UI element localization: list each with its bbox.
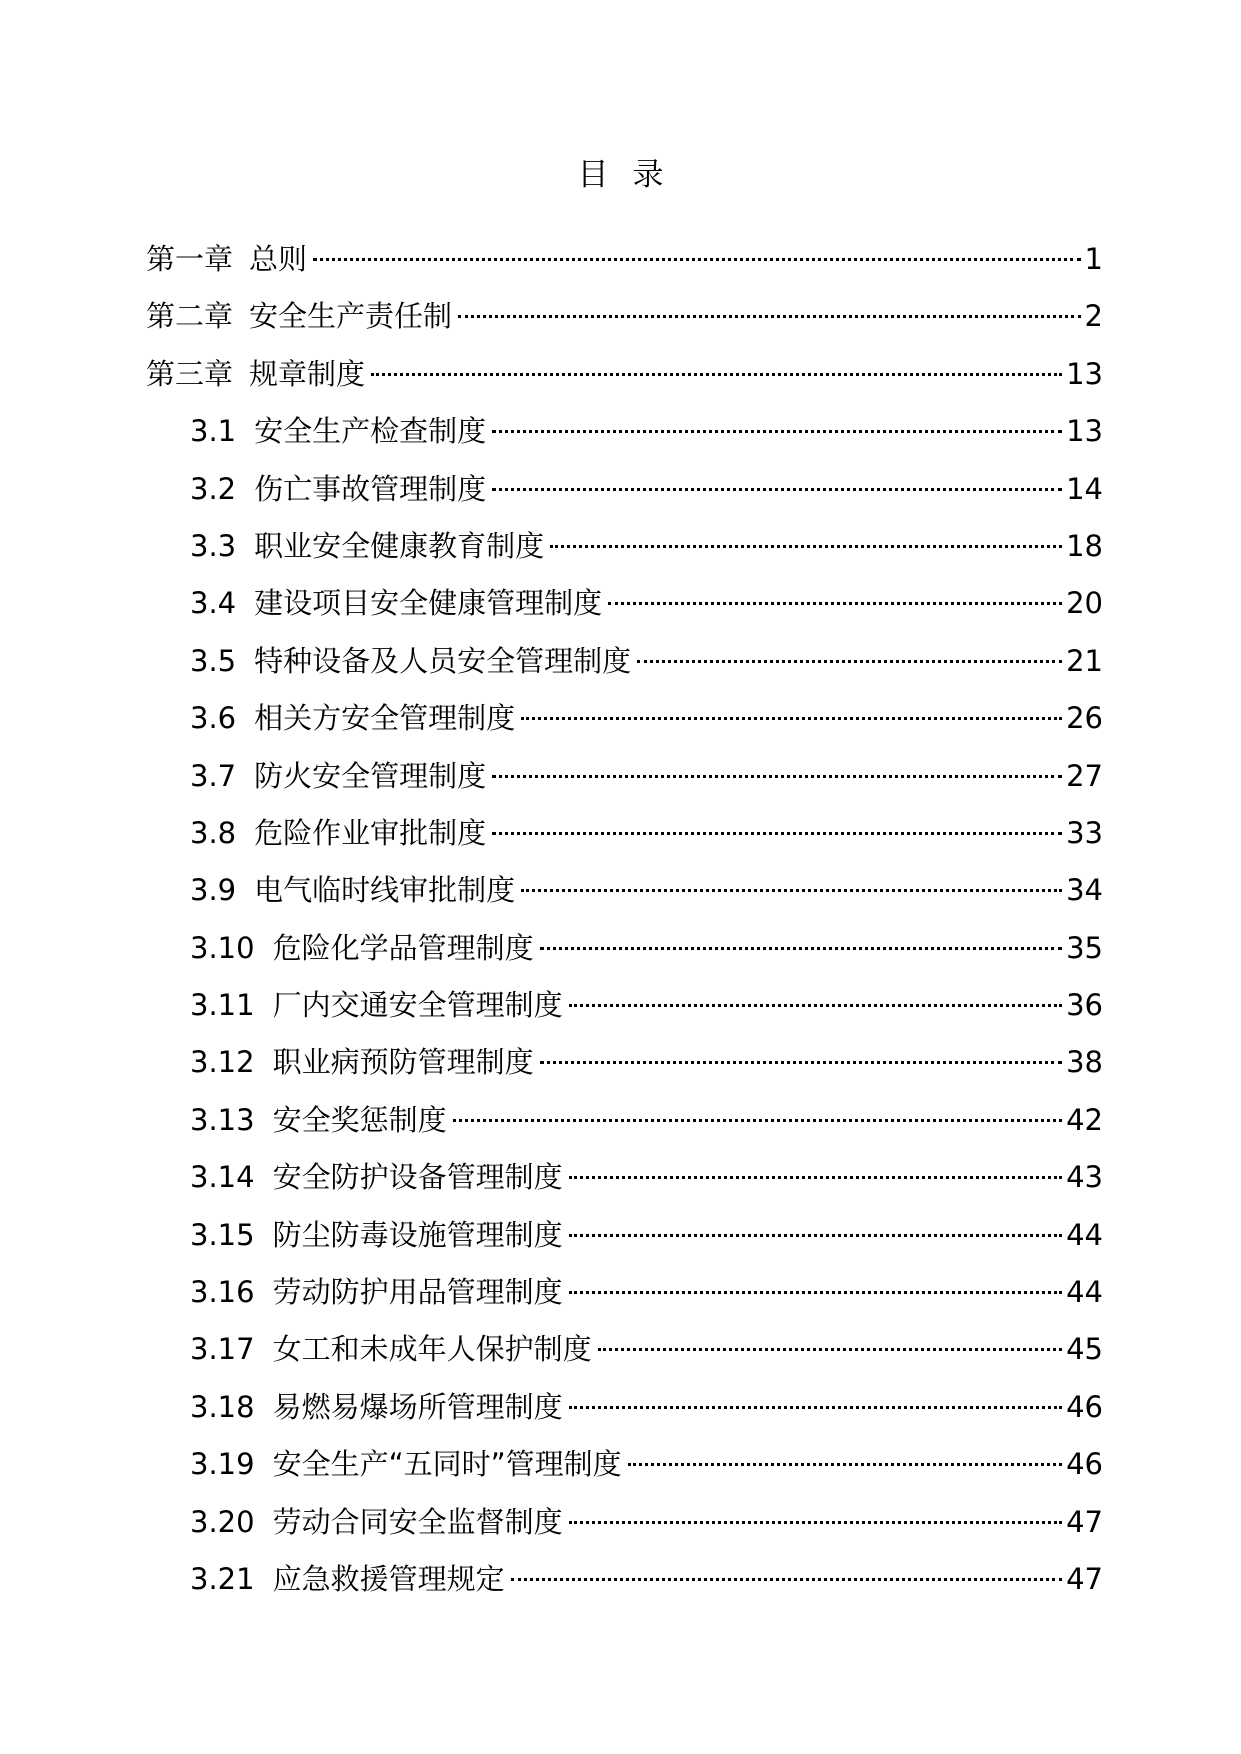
- toc-entry-label: 安全生产责任制: [249, 299, 453, 334]
- toc-entry-number: 3.12: [190, 1045, 255, 1080]
- dot-leader: [608, 602, 1062, 605]
- toc-entry-label: 易燃易爆场所管理制度: [272, 1389, 563, 1424]
- toc-entry-number: 3.7: [190, 758, 237, 793]
- toc-entry-page-number: 46: [1066, 1389, 1103, 1424]
- toc-entry-label: 危险作业审批制度: [254, 815, 487, 850]
- toc-entry-number: 3.20: [190, 1504, 255, 1539]
- toc-entry-label: 安全生产“五同时”管理制度: [272, 1447, 622, 1482]
- toc-entry-page-number: 14: [1066, 471, 1103, 506]
- toc-section-entry[interactable]: [0, 526, 1241, 583]
- toc-section-entry[interactable]: [0, 641, 1241, 698]
- dot-leader: [458, 315, 1081, 318]
- toc-entry-page-number: 46: [1066, 1447, 1103, 1482]
- toc-entry-label: 厂内交通安全管理制度: [272, 988, 563, 1023]
- toc-entry-page-number: 44: [1066, 1275, 1103, 1310]
- toc-entry-number: 3.2: [190, 471, 237, 506]
- toc-section-entry[interactable]: [0, 1042, 1241, 1099]
- toc-entry-number: 第三章: [146, 356, 234, 391]
- toc-entry-label: 安全生产检查制度: [254, 414, 487, 449]
- toc-chapter-entry[interactable]: [0, 296, 1241, 353]
- toc-section-entry[interactable]: [0, 1100, 1241, 1157]
- toc-entry-page-number: 45: [1066, 1332, 1103, 1367]
- toc-entry-page-number: 33: [1066, 815, 1103, 850]
- toc-chapter-entry[interactable]: [0, 354, 1241, 411]
- toc-entry-label: 女工和未成年人保护制度: [272, 1332, 592, 1367]
- dot-leader: [569, 1521, 1063, 1524]
- toc-entry-number: 第一章: [146, 242, 234, 276]
- toc-entry-label: 总则: [249, 242, 308, 276]
- toc-entry-label: 伤亡事故管理制度: [254, 471, 487, 506]
- toc-entry-number: 3.8: [190, 815, 237, 850]
- toc-entry-label: 相关方安全管理制度: [254, 701, 516, 736]
- toc-section-entry[interactable]: [0, 1157, 1241, 1214]
- toc-section-entry[interactable]: [0, 1272, 1241, 1329]
- toc-entry-page-number: 2: [1084, 299, 1103, 334]
- toc-entry-page-number: 21: [1066, 643, 1103, 678]
- toc-entry-label: 劳动合同安全监督制度: [272, 1504, 563, 1539]
- toc-entry-number: 3.16: [190, 1275, 255, 1310]
- toc-entry-label: 危险化学品管理制度: [272, 930, 534, 965]
- toc-entry-label: 职业安全健康教育制度: [254, 528, 545, 563]
- toc-title: 目录: [577, 157, 688, 193]
- toc-entry-label: 应急救援管理规定: [272, 1561, 505, 1596]
- toc-entry-page-number: 1: [1084, 242, 1103, 276]
- toc-entry-label: 电气临时线审批制度: [254, 873, 516, 908]
- toc-entry-number: 3.9: [190, 873, 237, 908]
- toc-section-entry[interactable]: [0, 583, 1241, 640]
- toc-entry-number: 3.19: [190, 1447, 255, 1482]
- dot-leader: [492, 775, 1062, 778]
- toc-entry-number: 3.14: [190, 1160, 255, 1195]
- toc-entry-label: 职业病预防管理制度: [272, 1045, 534, 1080]
- dot-leader: [492, 832, 1062, 835]
- toc-entry-number: 3.1: [190, 414, 237, 449]
- toc-entry-number: 3.4: [190, 586, 237, 621]
- toc-section-entry[interactable]: [0, 985, 1241, 1042]
- dot-leader: [492, 430, 1062, 433]
- dot-leader: [492, 488, 1062, 491]
- toc-section-entry[interactable]: [0, 1215, 1241, 1272]
- toc-section-entry[interactable]: [0, 813, 1241, 870]
- toc-entry-number: 3.10: [190, 930, 255, 965]
- toc-entry-page-number: 47: [1066, 1504, 1103, 1539]
- toc-section-entry[interactable]: [0, 928, 1241, 985]
- dot-leader: [453, 1119, 1063, 1122]
- toc-entry-number: 3.17: [190, 1332, 255, 1367]
- dot-leader: [540, 1061, 1063, 1064]
- toc-entry-number: 3.15: [190, 1217, 255, 1252]
- toc-entry-number: 3.5: [190, 643, 237, 678]
- dot-leader: [569, 1291, 1063, 1294]
- dot-leader: [569, 1406, 1063, 1409]
- dot-leader: [569, 1004, 1063, 1007]
- toc-entry-page-number: 44: [1066, 1217, 1103, 1252]
- toc-entry-label: 劳动防护用品管理制度: [272, 1275, 563, 1310]
- toc-section-entry[interactable]: [0, 1559, 1241, 1616]
- dot-leader: [598, 1348, 1063, 1351]
- dot-leader: [569, 1176, 1063, 1179]
- toc-entry-number: 3.6: [190, 701, 237, 736]
- toc-entry-page-number: 34: [1066, 873, 1103, 908]
- toc-entry-page-number: 13: [1066, 356, 1103, 391]
- toc-entry-label: 规章制度: [249, 356, 366, 391]
- toc-entry-page-number: 18: [1066, 528, 1103, 563]
- dot-leader: [521, 889, 1062, 892]
- toc-entry-page-number: 26: [1066, 701, 1103, 736]
- toc-entry-page-number: 20: [1066, 586, 1103, 621]
- toc-entry-page-number: 43: [1066, 1160, 1103, 1195]
- toc-section-entry[interactable]: [0, 469, 1241, 526]
- dot-leader: [628, 1463, 1062, 1466]
- toc-entry-number: 3.3: [190, 528, 237, 563]
- dot-leader: [569, 1234, 1063, 1237]
- dot-leader: [637, 660, 1062, 663]
- toc-section-entry[interactable]: [0, 1502, 1241, 1559]
- toc-list: [0, 239, 1241, 1616]
- dot-leader: [511, 1578, 1063, 1581]
- toc-entry-number: 3.13: [190, 1102, 255, 1137]
- toc-entry-page-number: 35: [1066, 930, 1103, 965]
- dot-leader: [540, 947, 1063, 950]
- toc-entry-page-number: 36: [1066, 988, 1103, 1023]
- toc-entry-page-number: 42: [1066, 1102, 1103, 1137]
- toc-entry-label: 建设项目安全健康管理制度: [254, 586, 603, 621]
- toc-entry-label: 特种设备及人员安全管理制度: [254, 643, 632, 678]
- toc-section-entry[interactable]: [0, 411, 1241, 468]
- toc-section-entry[interactable]: [0, 870, 1241, 927]
- toc-entry-page-number: 13: [1066, 414, 1103, 449]
- toc-section-entry[interactable]: [0, 1444, 1241, 1501]
- toc-entry-number: 第二章: [146, 299, 234, 334]
- toc-entry-page-number: 38: [1066, 1045, 1103, 1080]
- toc-entry-page-number: 47: [1066, 1561, 1103, 1596]
- toc-entry-label: 防尘防毒设施管理制度: [272, 1217, 563, 1252]
- toc-section-entry[interactable]: [0, 756, 1241, 813]
- toc-entry-label: 防火安全管理制度: [254, 758, 487, 793]
- toc-section-entry[interactable]: [0, 1387, 1241, 1444]
- dot-leader: [521, 717, 1062, 720]
- toc-entry-number: 3.21: [190, 1561, 255, 1596]
- toc-entry-number: 3.18: [190, 1389, 255, 1424]
- dot-leader: [550, 545, 1062, 548]
- toc-chapter-entry[interactable]: [0, 239, 1241, 296]
- toc-entry-label: 安全防护设备管理制度: [272, 1160, 563, 1195]
- toc-entry-number: 3.11: [190, 988, 255, 1023]
- toc-section-entry[interactable]: [0, 698, 1241, 755]
- toc-entry-label: 安全奖惩制度: [272, 1102, 447, 1137]
- dot-leader: [371, 373, 1062, 376]
- toc-entry-page-number: 27: [1066, 758, 1103, 793]
- toc-section-entry[interactable]: [0, 1329, 1241, 1386]
- dot-leader: [313, 258, 1081, 261]
